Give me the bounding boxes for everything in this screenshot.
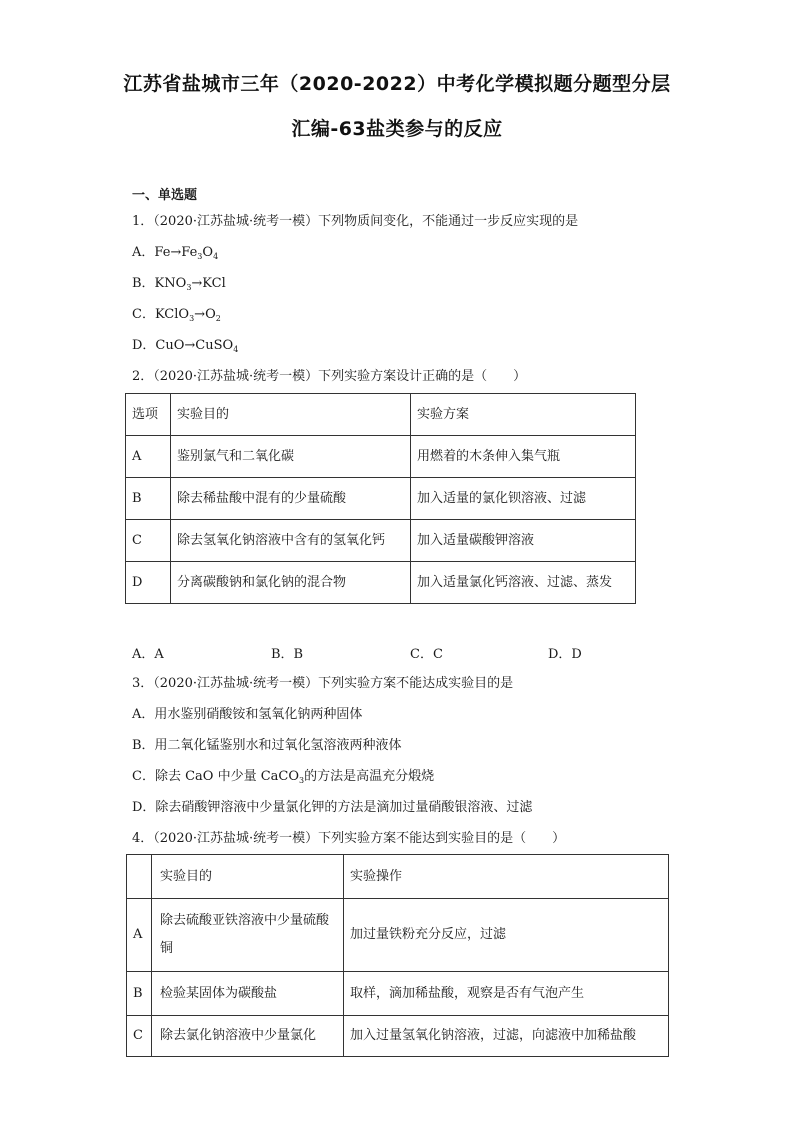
- q4-table: [126, 854, 669, 1057]
- table-cell: A: [127, 899, 152, 972]
- q3-option-b: B．用二氧化锰鉴别水和过氧化氢溶液两种液体: [132, 738, 402, 753]
- table-cell: 除去氯化钠溶液中少量氯化: [152, 1016, 344, 1057]
- table-cell: 加入适量氯化钙溶液、过滤、蒸发: [411, 562, 636, 604]
- table-header-row: [127, 855, 669, 899]
- table-cell: B: [127, 972, 152, 1016]
- table-cell: 除去硫酸亚铁溶液中少量硫酸铜: [152, 899, 344, 972]
- table-row: [127, 899, 669, 972]
- section-heading: 一、单选题: [132, 188, 198, 203]
- table-row: [126, 478, 636, 520]
- q3-option-c: C．除去 CaO 中少量 CaCO$_3$的方法是高温充分煅烧: [132, 769, 435, 785]
- table-cell: A: [126, 436, 171, 478]
- table-cell: B: [126, 478, 171, 520]
- table-row: [126, 436, 636, 478]
- q2-option-b: B．B: [271, 647, 304, 662]
- table-cell: 加入过量氢氧化钠溶液，过滤，向滤液中加稀盐酸: [344, 1016, 669, 1057]
- q1-option-d: D．CuO→CuSO$_4$: [132, 338, 239, 354]
- q1-option-a: A．$Fe\to Fe_3O_4$: [132, 245, 219, 261]
- table-cell: 用燃着的木条伸入集气瓶: [411, 436, 636, 478]
- table-header-cell: 实验方案: [411, 394, 636, 436]
- table-cell: 鉴别氯气和二氧化碳: [171, 436, 411, 478]
- q2-option-d: D．D: [548, 647, 582, 662]
- q3-option-d: D．除去硝酸钾溶液中少量氯化钾的方法是滴加过量硝酸银溶液、过滤: [132, 800, 533, 815]
- table-header-cell: 实验目的: [171, 394, 411, 436]
- table-cell: D: [126, 562, 171, 604]
- q1-option-c: C．$KClO_3\to O_2$: [132, 307, 221, 323]
- table-cell: 除去氢氧化钠溶液中含有的氢氧化钙: [171, 520, 411, 562]
- table-row: [127, 1016, 669, 1057]
- table-header-cell: 选项: [126, 394, 171, 436]
- q2-option-c: C．C: [410, 647, 443, 662]
- q2-stem: 2．（2020·江苏盐城·统考一模）下列实验方案设计正确的是（ ）: [132, 369, 527, 384]
- table-cell: 取样，滴加稀盐酸，观察是否有气泡产生: [344, 972, 669, 1016]
- q3-stem: 3．（2020·江苏盐城·统考一模）下列实验方案不能达成实验目的是: [132, 676, 514, 691]
- q2-option-a: A．A: [132, 647, 164, 662]
- table-row: [127, 972, 669, 1016]
- table-cell: C: [126, 520, 171, 562]
- table-cell: 除去稀盐酸中混有的少量硫酸: [171, 478, 411, 520]
- q2-table: [125, 393, 636, 604]
- table-cell: 检验某固体为碳酸盐: [152, 972, 344, 1016]
- q3-option-a: A．用水鉴别硝酸铵和氢氧化钠两种固体: [132, 707, 363, 722]
- q4-stem: 4．（2020·江苏盐城·统考一模）下列实验方案不能达到实验目的是（ ）: [132, 831, 566, 846]
- table-header-cell: 实验操作: [344, 855, 669, 899]
- table-header-cell: 实验目的: [152, 855, 344, 899]
- table-cell: 加入适量的氯化钡溶液、过滤: [411, 478, 636, 520]
- document-title-line-2: 汇编-63盐类参与的反应: [291, 118, 503, 140]
- table-row: [126, 520, 636, 562]
- table-cell: 加入适量碳酸钾溶液: [411, 520, 636, 562]
- table-header-cell: [127, 855, 152, 899]
- q1-stem: 1．（2020·江苏盐城·统考一模）下列物质间变化，不能通过一步反应实现的是: [132, 214, 579, 229]
- table-cell: 加过量铁粉充分反应，过滤: [344, 899, 669, 972]
- table-row: [126, 562, 636, 604]
- table-cell: 分离碳酸钠和氯化钠的混合物: [171, 562, 411, 604]
- document-title-line-1: 江苏省盐城市三年（2020-2022）中考化学模拟题分题型分层: [123, 73, 671, 95]
- table-cell: C: [127, 1016, 152, 1057]
- q1-option-b: B．$KNO_3\to KCl$: [132, 276, 226, 292]
- table-header-row: [126, 394, 636, 436]
